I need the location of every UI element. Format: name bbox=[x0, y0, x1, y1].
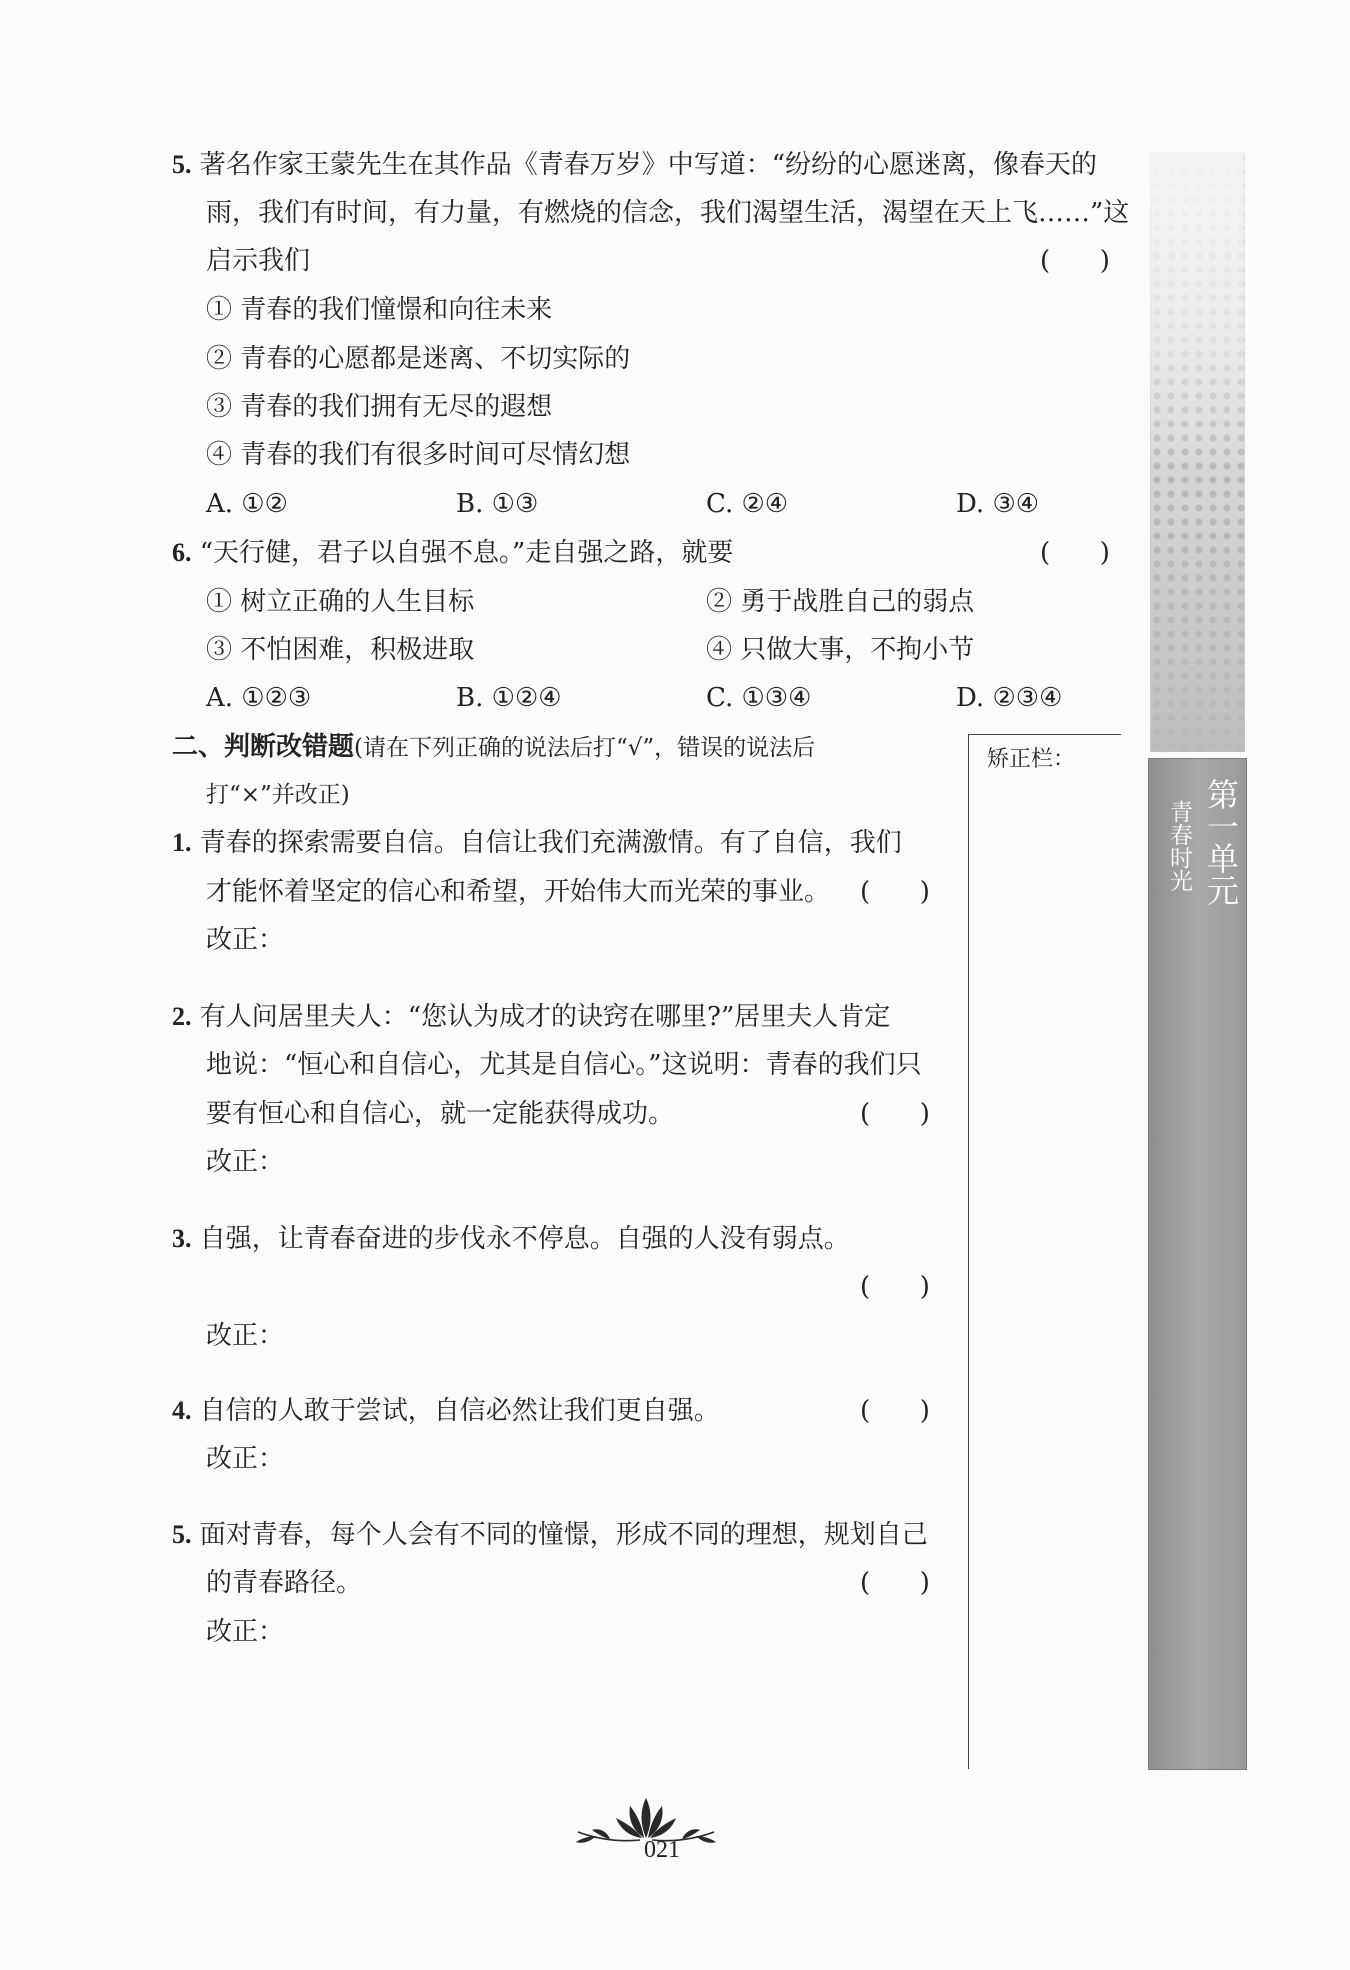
judge-item-5-answer-blank[interactable]: ( ) bbox=[860, 1568, 930, 1598]
judge-item-3-correction-label: 改正： bbox=[206, 1321, 285, 1351]
judge-item-5-number: 5. bbox=[172, 1520, 192, 1549]
judge-item-1-text-1: 青春的探索需要自信。自信让我们充满激情。有了自信，我们 bbox=[199, 828, 902, 858]
judge-item-5-line2: 的青春路径。 bbox=[206, 1568, 363, 1598]
q5-option-2: ② 青春的心愿都是迷离、不切实际的 bbox=[206, 344, 631, 374]
judge-item-2-number: 2. bbox=[172, 1002, 192, 1031]
judge-item-1-correction-label: 改正： bbox=[206, 925, 285, 955]
judge-item-3-line1 bbox=[172, 1222, 850, 1256]
q6-number: 6. bbox=[172, 538, 192, 567]
q5-choice-b[interactable]: B. ①③ bbox=[456, 489, 539, 519]
q5-choice-a[interactable]: A. ①② bbox=[206, 489, 288, 519]
judge-item-3-answer-blank[interactable]: ( ) bbox=[860, 1272, 930, 1302]
q6-answer-blank[interactable]: ( ) bbox=[1040, 538, 1110, 568]
unit-theme: 青春时光 bbox=[1166, 800, 1192, 892]
q5-line3: 启示我们 bbox=[206, 246, 311, 276]
page-number: 021 bbox=[644, 1837, 680, 1863]
q6-option-4: ④ 只做大事，不拘小节 bbox=[706, 635, 975, 665]
judge-item-1-answer-blank[interactable]: ( ) bbox=[860, 877, 930, 907]
judge-item-2-line1 bbox=[172, 1000, 890, 1034]
q5-choice-d[interactable]: D. ③④ bbox=[956, 489, 1040, 519]
judge-item-4-number: 4. bbox=[172, 1396, 192, 1425]
side-tab-fade bbox=[1150, 152, 1244, 472]
judge-item-3-number: 3. bbox=[172, 1224, 192, 1253]
correction-column-left-rule bbox=[968, 734, 969, 1769]
q6-option-1: ① 树立正确的人生目标 bbox=[206, 587, 475, 617]
q6-option-3: ③ 不怕困难，积极进取 bbox=[206, 635, 475, 665]
q6-option-2: ② 勇于战胜自己的弱点 bbox=[706, 587, 975, 617]
judge-item-4-correction-label: 改正： bbox=[206, 1444, 285, 1474]
section2-instruction-2: 打“×”并改正) bbox=[206, 782, 350, 808]
q5-text-1: 著名作家王蒙先生在其作品《青春万岁》中写道：“纷纷的心愿迷离，像春天的 bbox=[199, 150, 1098, 180]
q6-line1 bbox=[172, 536, 733, 570]
unit-side-tab bbox=[1148, 758, 1247, 1770]
judge-item-1-line1 bbox=[172, 826, 902, 860]
q6-choice-d[interactable]: D. ②③④ bbox=[956, 683, 1063, 713]
q6-choice-b[interactable]: B. ①②④ bbox=[456, 683, 562, 713]
judge-item-4-answer-blank[interactable]: ( ) bbox=[860, 1396, 930, 1426]
q5-option-3: ③ 青春的我们拥有无尽的遐想 bbox=[206, 392, 553, 422]
judge-item-4-text-1: 自信的人敢于尝试，自信必然让我们更自强。 bbox=[199, 1396, 720, 1426]
q5-answer-blank[interactable]: ( ) bbox=[1040, 246, 1110, 276]
judge-item-2-line3: 要有恒心和自信心，就一定能获得成功。 bbox=[206, 1099, 675, 1129]
q6-text: “天行健，君子以自强不息。”走自强之路，就要 bbox=[199, 538, 734, 568]
judge-item-4-line1 bbox=[172, 1394, 720, 1428]
judge-item-5-text-1: 面对青春，每个人会有不同的憧憬，形成不同的理想，规划自己 bbox=[199, 1520, 928, 1550]
q5-line1 bbox=[172, 148, 1097, 182]
q5-option-1: ① 青春的我们憧憬和向往未来 bbox=[206, 295, 553, 325]
q5-choice-c[interactable]: C. ②④ bbox=[706, 489, 789, 519]
judge-item-2-line2: 地说：“恒心和自信心，尤其是自信心。”这说明：青春的我们只 bbox=[206, 1050, 922, 1080]
q6-choice-c[interactable]: C. ①③④ bbox=[706, 683, 812, 713]
q5-option-4: ④ 青春的我们有很多时间可尽情幻想 bbox=[206, 440, 631, 470]
section2-heading: 二、判断改错题 bbox=[172, 732, 355, 762]
judge-item-2-correction-label: 改正： bbox=[206, 1147, 285, 1177]
judge-item-2-answer-blank[interactable]: ( ) bbox=[860, 1099, 930, 1129]
q5-line2: 雨，我们有时间，有力量，有燃烧的信念，我们渴望生活，渴望在天上飞……”这 bbox=[206, 198, 1130, 228]
correction-column-label: 矫正栏： bbox=[987, 747, 1076, 772]
judge-item-1-number: 1. bbox=[172, 828, 192, 857]
q6-choice-a[interactable]: A. ①②③ bbox=[206, 683, 312, 713]
section2-instruction-1: (请在下列正确的说法后打“√”，错误的说法后 bbox=[354, 735, 816, 761]
judge-item-1-line2: 才能怀着坚定的信心和希望，开始伟大而光荣的事业。 bbox=[206, 877, 831, 907]
judge-item-5-line1 bbox=[172, 1518, 928, 1552]
unit-label: 第一单元 bbox=[1202, 778, 1240, 906]
judge-item-5-correction-label: 改正： bbox=[206, 1617, 285, 1647]
section2-heading-line bbox=[172, 730, 815, 765]
judge-item-2-text-1: 有人问居里夫人：“您认为成才的诀窍在哪里?”居里夫人肯定 bbox=[199, 1002, 891, 1032]
judge-item-3-text-1: 自强，让青春奋进的步伐永不停息。自强的人没有弱点。 bbox=[199, 1224, 850, 1254]
correction-column-top-rule bbox=[968, 734, 1121, 735]
q5-number: 5. bbox=[172, 150, 192, 179]
